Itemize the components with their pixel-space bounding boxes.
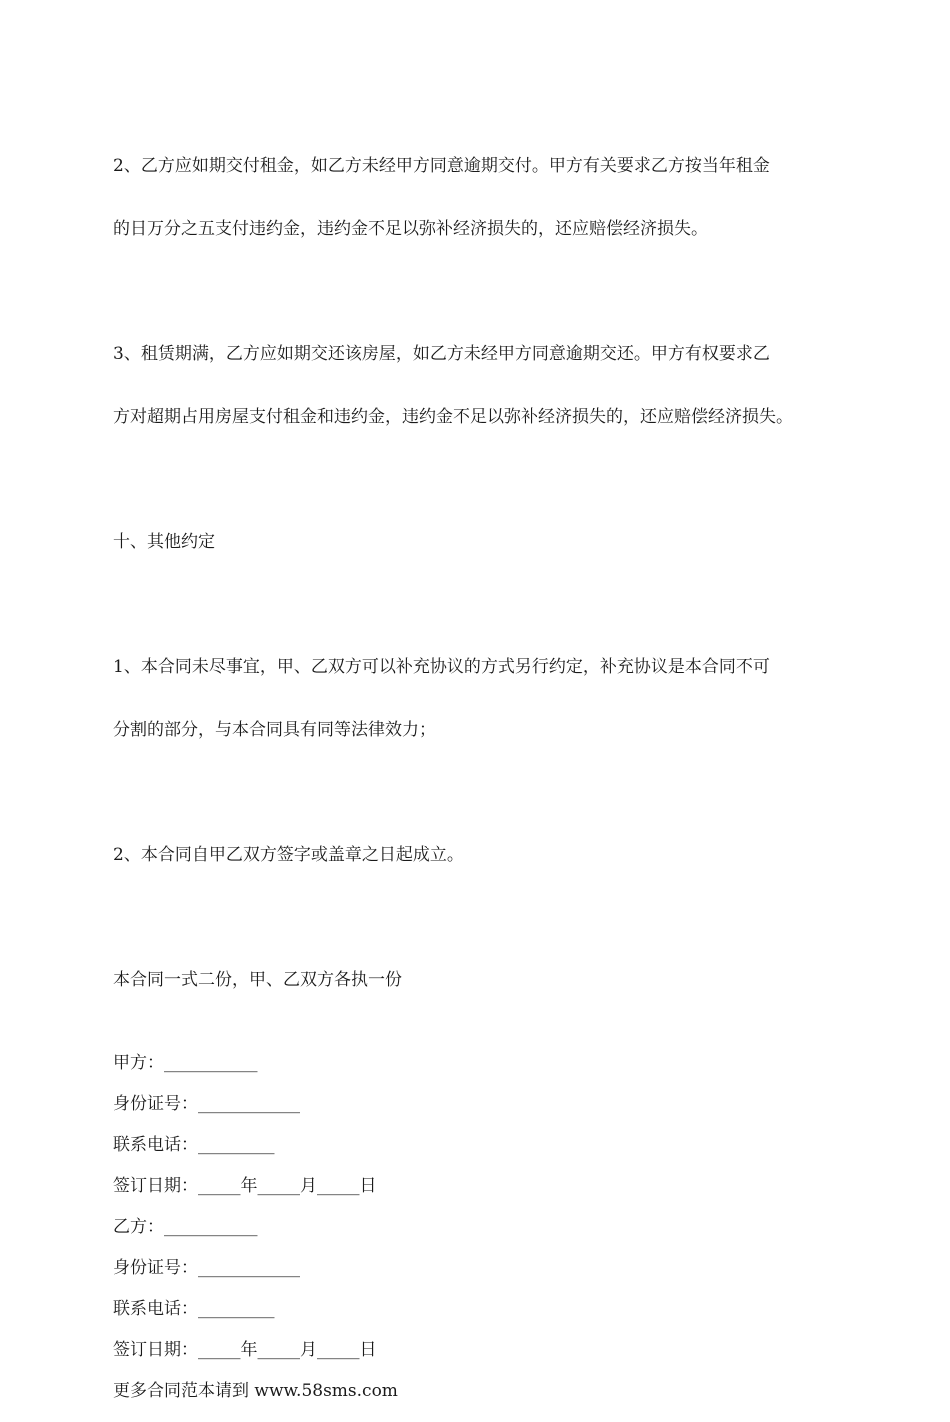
party-a-phone-field: 联系电话：_________ bbox=[113, 1135, 275, 1155]
text-line: 2、本合同自甲乙双方签字或盖章之日起成立。 bbox=[113, 845, 464, 865]
party-b-date-field: 签订日期：_____年_____月_____日 bbox=[113, 1340, 377, 1360]
clause-2-rent-payment bbox=[113, 114, 853, 282]
footer-promo-link: 更多合同范本请到 www.58sms.com bbox=[113, 1381, 398, 1401]
party-b-name-field: 乙方：___________ bbox=[113, 1217, 258, 1237]
copies-statement bbox=[113, 928, 853, 1033]
text-line: 本合同一式二份，甲、乙双方各执一份 bbox=[113, 970, 402, 990]
party-a-name-field: 甲方：___________ bbox=[113, 1053, 258, 1073]
text-line: 的日万分之五支付违约金，违约金不足以弥补经济损失的，还应赔偿经济损失。 bbox=[113, 219, 708, 239]
document-page bbox=[113, 114, 853, 1422]
text-line: 十、其他约定 bbox=[113, 532, 215, 552]
text-line: 分割的部分，与本合同具有同等法律效力； bbox=[113, 720, 436, 740]
party-b-phone-field: 联系电话：_________ bbox=[113, 1299, 275, 1319]
party-a-id-field: 身份证号：____________ bbox=[113, 1094, 300, 1114]
clause-1-supplementary bbox=[113, 615, 853, 783]
text-line: 1、本合同未尽事宜，甲、乙双方可以补充协议的方式另行约定，补充协议是本合同不可 bbox=[113, 657, 770, 677]
party-a-date-field: 签订日期：_____年_____月_____日 bbox=[113, 1176, 377, 1196]
clause-2-effective bbox=[113, 803, 853, 908]
text-line: 2、乙方应如期交付租金，如乙方未经甲方同意逾期交付。甲方有关要求乙方按当年租金 bbox=[113, 156, 770, 176]
text-line: 3、租赁期满，乙方应如期交还该房屋，如乙方未经甲方同意逾期交还。甲方有权要求乙 bbox=[113, 344, 770, 364]
party-b-id-field: 身份证号：____________ bbox=[113, 1258, 300, 1278]
clause-3-lease-expiry bbox=[113, 302, 853, 470]
section-heading-other-terms bbox=[113, 490, 853, 595]
text-line: 方对超期占用房屋支付租金和违约金，违约金不足以弥补经济损失的，还应赔偿经济损失。 bbox=[113, 407, 793, 427]
